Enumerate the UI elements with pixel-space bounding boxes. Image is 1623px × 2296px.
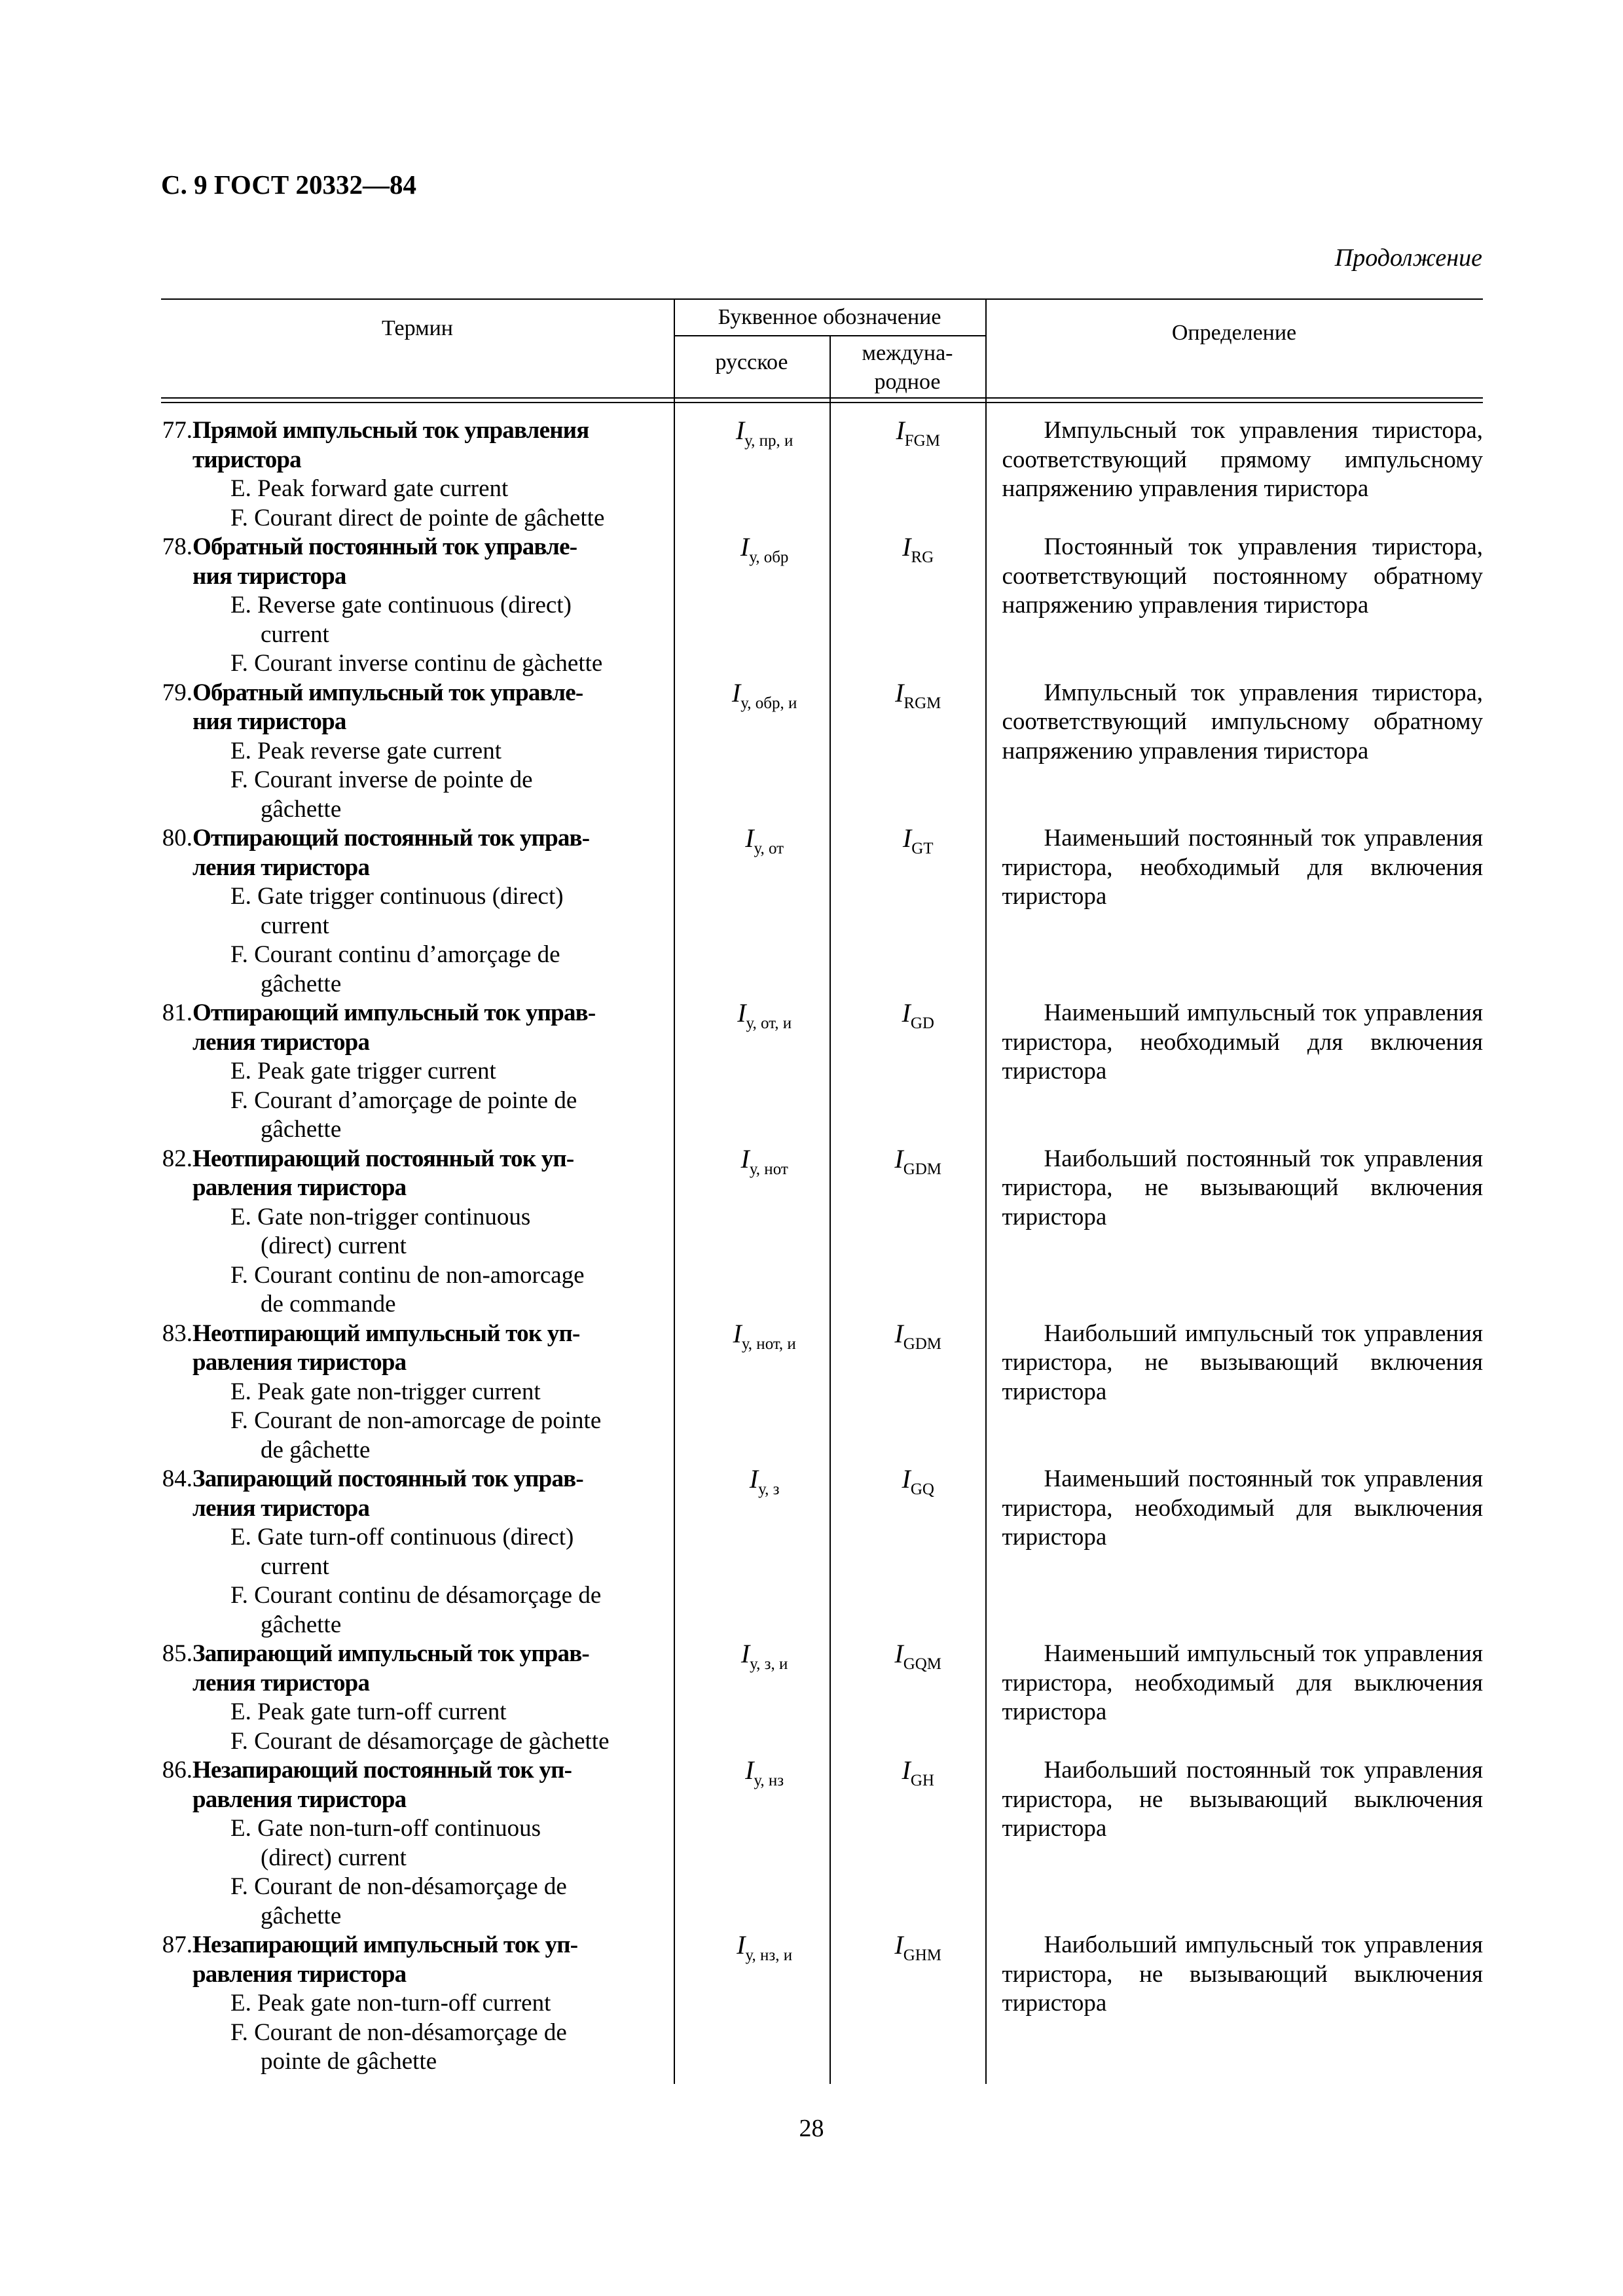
international-symbol-subscript: GHM xyxy=(903,1946,942,1964)
definition-cell xyxy=(994,416,1484,533)
term-french: F. Courant continu de non-amorcage de commande xyxy=(230,1261,585,1318)
definition-text: Импульсный ток управления тиристора, соответствующий импульсному обратному напряжению управления тиристора xyxy=(1002,679,1483,764)
russian-symbol-letter: I xyxy=(737,998,746,1028)
russian-symbol-subscript: у, з xyxy=(758,1480,780,1498)
page-number: 28 xyxy=(799,2115,824,2142)
international-symbol-subscript: RG xyxy=(911,548,934,566)
term-number: 86. xyxy=(162,1757,192,1784)
international-symbol-letter: I xyxy=(894,1639,903,1668)
international-symbol-letter: I xyxy=(902,1755,911,1785)
term-english: E. Reverse gate continuous (direct) current xyxy=(230,592,572,648)
definition-cell xyxy=(994,824,1484,999)
term-cell xyxy=(161,1931,687,2077)
russian-symbol-letter: I xyxy=(731,677,741,708)
term-name xyxy=(162,824,687,882)
term-name xyxy=(162,999,687,1057)
russian-symbol-letter: I xyxy=(745,1755,754,1785)
term-number: 81. xyxy=(162,999,192,1026)
definition-cell xyxy=(994,1640,1484,1756)
definition-text: Наименьший импульсный ток управления тиристора, необходимый для выключения тиристора xyxy=(1002,1640,1483,1725)
russian-symbol xyxy=(687,1640,842,1756)
international-symbol-subscript: FGM xyxy=(904,432,940,450)
term-french: F. Courant continu de désamorçage de gâchette xyxy=(230,1582,602,1638)
table-row xyxy=(161,999,1483,1145)
term-name-text: Неотпирающий постоянный ток уп- равления тиристора xyxy=(192,1145,574,1201)
table-body xyxy=(161,416,1483,2077)
russian-symbol-subscript: у, обр xyxy=(749,548,789,566)
term-name-text: Прямой импульсный ток управления тиристора xyxy=(192,417,589,473)
russian-symbol-letter: I xyxy=(745,823,754,853)
definition-text: Импульсный ток управления тиристора, соответствующий прямому импульсному напряжению управления тиристора xyxy=(1002,417,1483,502)
russian-symbol-subscript: у, нз xyxy=(754,1772,784,1789)
term-cell xyxy=(161,1465,687,1640)
term-name xyxy=(162,533,687,591)
term-french: F. Courant d’amorçage de pointe de gâchette xyxy=(230,1086,577,1143)
definition-cell xyxy=(994,1145,1484,1319)
term-number: 79. xyxy=(162,679,192,706)
russian-symbol xyxy=(687,416,842,533)
russian-symbol-letter: I xyxy=(749,1464,759,1494)
international-symbol-letter: I xyxy=(895,677,904,708)
russian-symbol-letter: I xyxy=(740,1639,750,1668)
international-symbol xyxy=(842,1145,994,1319)
definition-cell xyxy=(994,679,1484,825)
international-symbol xyxy=(842,1931,994,2077)
international-symbol-letter: I xyxy=(894,1318,903,1348)
term-name xyxy=(162,416,687,475)
table-row xyxy=(161,1640,1483,1756)
definition-text: Наибольший импульсный ток управления тиристора, не вызывающий включения тиристора xyxy=(1002,1319,1483,1405)
definition-cell xyxy=(994,1465,1484,1640)
term-number: 83. xyxy=(162,1319,192,1347)
international-symbol xyxy=(842,1640,994,1756)
definition-text: Наименьший постоянный ток управления тиристора, необходимый для выключения тиристора xyxy=(1002,1465,1483,1551)
term-english: E. Gate non-trigger continuous (direct) current xyxy=(230,1203,531,1259)
international-symbol-subscript: GH xyxy=(910,1772,934,1789)
definition-cell xyxy=(994,999,1484,1145)
term-number: 85. xyxy=(162,1640,192,1667)
header-symbol-group: Буквенное обозначение xyxy=(718,305,941,329)
term-number: 84. xyxy=(162,1465,192,1492)
international-symbol-subscript: RGM xyxy=(903,694,941,712)
international-symbol xyxy=(842,1756,994,1931)
international-symbol-subscript: GDM xyxy=(903,1160,942,1178)
term-cell xyxy=(161,416,687,533)
term-cell xyxy=(161,1145,687,1319)
international-symbol-letter: I xyxy=(902,823,912,853)
header-bottom-rule xyxy=(161,397,1483,399)
international-symbol-letter: I xyxy=(894,1930,903,1960)
term-cell xyxy=(161,533,687,679)
term-french: F. Courant de non-désamorçage de pointe de gâchette xyxy=(230,2018,567,2075)
russian-symbol-letter: I xyxy=(735,416,745,445)
international-symbol-subscript: GD xyxy=(910,1014,934,1032)
definition-text: Наибольший постоянный ток управления тиристора, не вызывающий выключения тиристора xyxy=(1002,1757,1483,1842)
russian-symbol xyxy=(687,1145,842,1319)
definition-text: Наибольший импульсный ток управления тиристора, не вызывающий выключения тиристора xyxy=(1002,1931,1483,2017)
header-international: междуна- родное xyxy=(862,341,953,394)
international-symbol xyxy=(842,679,994,825)
term-name-text: Запирающий импульсный ток управ- ления тиристора xyxy=(192,1640,589,1696)
definition-cell xyxy=(994,1931,1484,2077)
term-french: F. Courant de désamorçage de gàchette xyxy=(230,1727,610,1755)
term-name xyxy=(162,1465,687,1523)
international-symbol-subscript: GQ xyxy=(910,1480,934,1498)
russian-symbol xyxy=(687,1465,842,1640)
term-cell xyxy=(161,1319,687,1465)
international-symbol xyxy=(842,533,994,679)
continuation-label: Продолжение xyxy=(1334,244,1482,272)
term-english: E. Peak gate non-trigger current xyxy=(230,1378,541,1405)
term-number: 87. xyxy=(162,1931,192,1958)
header-bottom-rule-2 xyxy=(161,402,1483,403)
term-name xyxy=(162,1640,687,1698)
definition-cell xyxy=(994,1319,1484,1465)
table-row xyxy=(161,1465,1483,1640)
russian-symbol-subscript: у, з, и xyxy=(750,1655,788,1673)
term-french: F. Courant de non-désamorçage de gâchette xyxy=(230,1873,567,1929)
russian-symbol xyxy=(687,1319,842,1465)
international-symbol xyxy=(842,416,994,533)
international-symbol-subscript: GDM xyxy=(903,1335,942,1353)
russian-symbol xyxy=(687,1756,842,1931)
term-name-text: Незапирающий импульсный ток уп- равления тиристора xyxy=(192,1931,578,1988)
table-row xyxy=(161,1756,1483,1931)
term-name-text: Отпирающий импульсный ток управ- ления тиристора xyxy=(192,999,596,1056)
term-french: F. Courant direct de pointe de gâchette xyxy=(230,504,605,531)
russian-symbol-subscript: у, нот xyxy=(749,1160,788,1178)
term-name xyxy=(162,1756,687,1814)
international-symbol xyxy=(842,1319,994,1465)
international-symbol-subscript: GQM xyxy=(903,1655,942,1673)
term-cell xyxy=(161,999,687,1145)
russian-symbol-subscript: у, от xyxy=(754,840,784,857)
term-number: 80. xyxy=(162,825,192,852)
header-term: Термин xyxy=(382,316,453,340)
term-name xyxy=(162,1931,687,1989)
term-name-text: Обратный импульсный ток управле- ния тиристора xyxy=(192,679,583,735)
term-cell xyxy=(161,1640,687,1756)
term-french: F. Courant inverse continu de gàchette xyxy=(230,650,603,677)
international-symbol-letter: I xyxy=(902,532,911,562)
term-english: E. Peak gate trigger current xyxy=(230,1058,496,1085)
table-row xyxy=(161,416,1483,533)
table-top-rule xyxy=(161,298,1483,300)
term-french: F. Courant continu d’amorçage de gâchette xyxy=(230,941,560,997)
term-french: F. Courant inverse de pointe de gâchette xyxy=(230,766,533,823)
term-name xyxy=(162,679,687,737)
russian-symbol-letter: I xyxy=(733,1318,742,1348)
header-russian: русское xyxy=(715,350,788,374)
russian-symbol-letter: I xyxy=(737,1930,746,1960)
russian-symbol xyxy=(687,824,842,999)
international-symbol-letter: I xyxy=(902,998,911,1028)
term-name-text: Незапирающий постоянный ток уп- равления тиристора xyxy=(192,1757,572,1813)
term-number: 82. xyxy=(162,1145,192,1172)
term-name-text: Неотпирающий импульсный ток уп- равления тиристора xyxy=(192,1319,580,1376)
international-symbol-letter: I xyxy=(894,1143,903,1174)
term-number: 78. xyxy=(162,533,192,560)
international-symbol-letter: I xyxy=(902,1464,911,1494)
russian-symbol-letter: I xyxy=(740,1143,750,1174)
international-symbol-letter: I xyxy=(896,416,905,445)
term-english: E. Peak forward gate current xyxy=(230,475,509,502)
international-symbol-subscript: GT xyxy=(911,840,934,857)
term-cell xyxy=(161,824,687,999)
russian-symbol xyxy=(687,1931,842,2077)
term-name-text: Отпирающий постоянный ток управ- ления тиристора xyxy=(192,825,590,881)
term-number: 77. xyxy=(162,417,192,444)
table-row xyxy=(161,679,1483,825)
header-definition: Определение xyxy=(1171,321,1297,345)
russian-symbol xyxy=(687,679,842,825)
definition-text: Наименьший постоянный ток управления тиристора, необходимый для включения тиристора xyxy=(1002,825,1483,910)
international-symbol xyxy=(842,824,994,999)
term-english: E. Gate trigger continuous (direct) current xyxy=(230,883,564,939)
table-row xyxy=(161,1145,1483,1319)
term-cell xyxy=(161,679,687,825)
definition-text: Наибольший постоянный ток управления тиристора, не вызывающий включения тиристора xyxy=(1002,1145,1483,1230)
term-name xyxy=(162,1145,687,1203)
table-row xyxy=(161,533,1483,679)
table-row xyxy=(161,824,1483,999)
table-row xyxy=(161,1319,1483,1465)
table-row xyxy=(161,1931,1483,2077)
russian-symbol-subscript: у, от, и xyxy=(746,1014,792,1032)
definition-text: Постоянный ток управления тиристора, соответствующий постоянному обратному напряжению управления тиристора xyxy=(1002,533,1483,619)
international-symbol xyxy=(842,1465,994,1640)
russian-symbol-subscript: у, пр, и xyxy=(744,432,793,450)
term-name-text: Обратный постоянный ток управле- ния тиристора xyxy=(192,533,577,590)
term-english: E. Gate turn-off continuous (direct) current xyxy=(230,1524,574,1580)
international-symbol xyxy=(842,999,994,1145)
term-english: E. Gate non-turn-off continuous (direct) current xyxy=(230,1815,541,1871)
russian-symbol-subscript: у, обр, и xyxy=(740,694,797,712)
term-name xyxy=(162,1319,687,1378)
russian-symbol xyxy=(687,533,842,679)
definition-cell xyxy=(994,533,1484,679)
page-header: С. 9 ГОСТ 20332—84 xyxy=(161,170,417,200)
term-english: E. Peak gate turn-off current xyxy=(230,1698,507,1725)
term-english: E. Peak reverse gate current xyxy=(230,737,501,764)
term-cell xyxy=(161,1756,687,1931)
term-name-text: Запирающий постоянный ток управ- ления тиристора xyxy=(192,1465,583,1522)
russian-symbol-letter: I xyxy=(740,532,750,562)
definition-cell xyxy=(994,1756,1484,1931)
term-english: E. Peak gate non-turn-off current xyxy=(230,1990,551,2017)
term-french: F. Courant de non-amorcage de pointe de gâchette xyxy=(230,1407,602,1463)
russian-symbol xyxy=(687,999,842,1145)
definition-text: Наименьший импульсный ток управления тиристора, необходимый для включения тиристора xyxy=(1002,999,1483,1085)
russian-symbol-subscript: у, нот, и xyxy=(741,1335,796,1353)
russian-symbol-subscript: у, нз, и xyxy=(745,1946,793,1964)
